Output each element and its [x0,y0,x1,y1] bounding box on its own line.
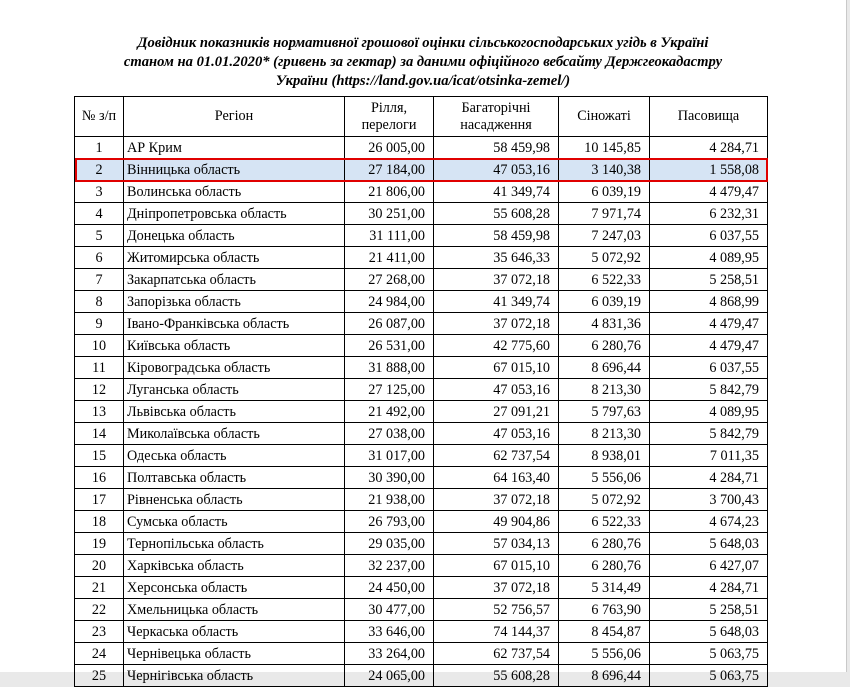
row-region: Херсонська область [124,577,345,599]
row-pastures: 4 284,71 [650,467,768,489]
row-hayfields: 6 522,33 [559,511,650,533]
row-number: 20 [75,555,124,577]
header-num: № з/п [75,97,124,137]
row-hayfields: 7 247,03 [559,225,650,247]
row-arable: 33 646,00 [345,621,434,643]
table-row [75,511,768,533]
row-perennial: 42 775,60 [434,335,559,357]
row-arable: 24 450,00 [345,577,434,599]
row-region: Черкаська область [124,621,345,643]
row-pastures: 5 063,75 [650,643,768,665]
table-row [75,203,768,225]
row-number: 19 [75,533,124,555]
row-perennial: 62 737,54 [434,643,559,665]
row-number: 17 [75,489,124,511]
row-region: Тернопільська область [124,533,345,555]
title-line-2: станом на 01.01.2020* (гривень за гектар) за даними офіційного вебсайту Держгеокадастру [123,54,723,70]
header-region: Регіон [124,97,345,137]
row-region: Донецька область [124,225,345,247]
row-number: 13 [75,401,124,423]
row-pastures: 6 427,07 [650,555,768,577]
row-number: 8 [75,291,124,313]
row-region: Вінницька область [124,159,345,181]
row-region: АР Крим [124,137,345,159]
row-hayfields: 6 763,90 [559,599,650,621]
row-arable: 27 268,00 [345,269,434,291]
row-pastures: 5 258,51 [650,599,768,621]
row-hayfields: 6 280,76 [559,533,650,555]
header-arable-line-1: Рілля, [370,99,408,116]
row-number: 2 [75,159,124,181]
row-hayfields: 5 797,63 [559,401,650,423]
row-region: Житомирська область [124,247,345,269]
row-number: 22 [75,599,124,621]
row-arable: 27 125,00 [345,379,434,401]
table-row [75,379,768,401]
row-pastures: 5 648,03 [650,621,768,643]
row-number: 25 [75,665,124,687]
row-region: Дніпропетровська область [124,203,345,225]
row-number: 15 [75,445,124,467]
row-pastures: 1 558,08 [650,159,768,181]
row-perennial: 27 091,21 [434,401,559,423]
row-number: 9 [75,313,124,335]
row-arable: 26 793,00 [345,511,434,533]
row-arable: 21 492,00 [345,401,434,423]
row-hayfields: 6 522,33 [559,269,650,291]
row-hayfields: 4 831,36 [559,313,650,335]
table-row [75,225,768,247]
table-row [75,423,768,445]
header-pastures: Пасовища [650,97,768,137]
row-hayfields: 8 213,30 [559,423,650,445]
table-row [75,467,768,489]
header-hayfields: Сіножаті [559,97,650,137]
row-perennial: 67 015,10 [434,555,559,577]
row-pastures: 4 089,95 [650,401,768,423]
row-arable: 30 390,00 [345,467,434,489]
header-arable-line-2: перелоги [361,116,417,133]
table-row [75,335,768,357]
row-arable: 26 531,00 [345,335,434,357]
row-arable: 27 184,00 [345,159,434,181]
row-hayfields: 6 280,76 [559,555,650,577]
row-arable: 31 017,00 [345,445,434,467]
row-arable: 32 237,00 [345,555,434,577]
row-pastures: 7 011,35 [650,445,768,467]
row-number: 6 [75,247,124,269]
table-row [75,577,768,599]
title-line-3: України (https://land.gov.ua/icat/otsinka-zemel/) [275,73,571,89]
header-perennial-line-1: Багаторічні [461,99,531,116]
row-number: 24 [75,643,124,665]
row-hayfields: 5 556,06 [559,643,650,665]
table-row [75,159,768,181]
row-perennial: 57 034,13 [434,533,559,555]
row-perennial: 67 015,10 [434,357,559,379]
header-perennial [434,97,559,137]
row-perennial: 37 072,18 [434,577,559,599]
row-arable: 21 938,00 [345,489,434,511]
row-arable: 30 477,00 [345,599,434,621]
row-region: Закарпатська область [124,269,345,291]
table-row [75,533,768,555]
row-region: Київська область [124,335,345,357]
row-perennial: 55 608,28 [434,203,559,225]
row-pastures: 5 258,51 [650,269,768,291]
row-pastures: 4 674,23 [650,511,768,533]
table-row [75,181,768,203]
row-pastures: 6 037,55 [650,357,768,379]
table-row [75,489,768,511]
row-region: Запорізька область [124,291,345,313]
row-number: 12 [75,379,124,401]
row-perennial: 35 646,33 [434,247,559,269]
row-region: Рівненська область [124,489,345,511]
row-region: Харківська область [124,555,345,577]
row-number: 1 [75,137,124,159]
row-perennial: 62 737,54 [434,445,559,467]
row-perennial: 47 053,16 [434,423,559,445]
row-perennial: 55 608,28 [434,665,559,687]
row-region: Одеська область [124,445,345,467]
row-pastures: 4 089,95 [650,247,768,269]
row-hayfields: 8 454,87 [559,621,650,643]
document-title [60,34,786,91]
row-number: 16 [75,467,124,489]
row-perennial: 37 072,18 [434,269,559,291]
row-number: 18 [75,511,124,533]
row-arable: 31 111,00 [345,225,434,247]
row-pastures: 4 479,47 [650,335,768,357]
row-pastures: 3 700,43 [650,489,768,511]
row-pastures: 5 842,79 [650,423,768,445]
row-region: Хмельницька область [124,599,345,621]
row-pastures: 4 284,71 [650,137,768,159]
row-hayfields: 6 039,19 [559,291,650,313]
row-hayfields: 5 072,92 [559,489,650,511]
row-perennial: 58 459,98 [434,137,559,159]
table-row [75,313,768,335]
table-row [75,643,768,665]
row-pastures: 6 232,31 [650,203,768,225]
row-perennial: 49 904,86 [434,511,559,533]
row-hayfields: 8 213,30 [559,379,650,401]
row-region: Івано-Франківська область [124,313,345,335]
table-row [75,445,768,467]
header-perennial-line-2: насадження [460,116,532,133]
table-row [75,247,768,269]
row-perennial: 37 072,18 [434,489,559,511]
table-header-row [75,97,768,137]
row-arable: 26 005,00 [345,137,434,159]
row-pastures: 5 063,75 [650,665,768,687]
title-line-1: Довідник показників нормативної грошової оцінки сільськогосподарських угідь в Україні [137,35,709,51]
row-arable: 21 806,00 [345,181,434,203]
row-number: 10 [75,335,124,357]
row-arable: 31 888,00 [345,357,434,379]
row-pastures: 4 479,47 [650,181,768,203]
table-row [75,137,768,159]
row-region: Чернівецька область [124,643,345,665]
table-row [75,291,768,313]
row-arable: 26 087,00 [345,313,434,335]
row-number: 11 [75,357,124,379]
row-pastures: 5 648,03 [650,533,768,555]
row-arable: 24 984,00 [345,291,434,313]
row-region: Чернігівська область [124,665,345,687]
row-perennial: 41 349,74 [434,291,559,313]
row-region: Кіровоградська область [124,357,345,379]
row-hayfields: 6 039,19 [559,181,650,203]
row-perennial: 58 459,98 [434,225,559,247]
row-region: Сумська область [124,511,345,533]
row-perennial: 37 072,18 [434,313,559,335]
row-number: 23 [75,621,124,643]
table-row [75,599,768,621]
row-hayfields: 7 971,74 [559,203,650,225]
row-hayfields: 6 280,76 [559,335,650,357]
row-hayfields: 5 314,49 [559,577,650,599]
row-number: 4 [75,203,124,225]
row-perennial: 64 163,40 [434,467,559,489]
row-arable: 21 411,00 [345,247,434,269]
row-pastures: 4 284,71 [650,577,768,599]
table-row [75,357,768,379]
row-number: 5 [75,225,124,247]
row-perennial: 41 349,74 [434,181,559,203]
row-number: 7 [75,269,124,291]
table-row [75,269,768,291]
row-pastures: 4 868,99 [650,291,768,313]
row-region: Львівська область [124,401,345,423]
row-arable: 33 264,00 [345,643,434,665]
row-hayfields: 3 140,38 [559,159,650,181]
row-region: Луганська область [124,379,345,401]
row-number: 14 [75,423,124,445]
table-row [75,665,768,687]
row-pastures: 4 479,47 [650,313,768,335]
table-row [75,401,768,423]
row-arable: 30 251,00 [345,203,434,225]
row-arable: 27 038,00 [345,423,434,445]
row-arable: 29 035,00 [345,533,434,555]
row-region: Миколаївська область [124,423,345,445]
row-hayfields: 8 696,44 [559,357,650,379]
row-region: Волинська область [124,181,345,203]
row-number: 21 [75,577,124,599]
row-hayfields: 8 696,44 [559,665,650,687]
row-perennial: 47 053,16 [434,379,559,401]
row-hayfields: 8 938,01 [559,445,650,467]
row-perennial: 52 756,57 [434,599,559,621]
table-row [75,621,768,643]
valuation-table [74,96,768,687]
row-arable: 24 065,00 [345,665,434,687]
row-hayfields: 10 145,85 [559,137,650,159]
row-hayfields: 5 072,92 [559,247,650,269]
row-perennial: 74 144,37 [434,621,559,643]
row-pastures: 5 842,79 [650,379,768,401]
table-row [75,555,768,577]
table-body [75,137,768,687]
row-number: 3 [75,181,124,203]
header-arable [345,97,434,137]
row-hayfields: 5 556,06 [559,467,650,489]
row-region: Полтавська область [124,467,345,489]
row-perennial: 47 053,16 [434,159,559,181]
row-pastures: 6 037,55 [650,225,768,247]
